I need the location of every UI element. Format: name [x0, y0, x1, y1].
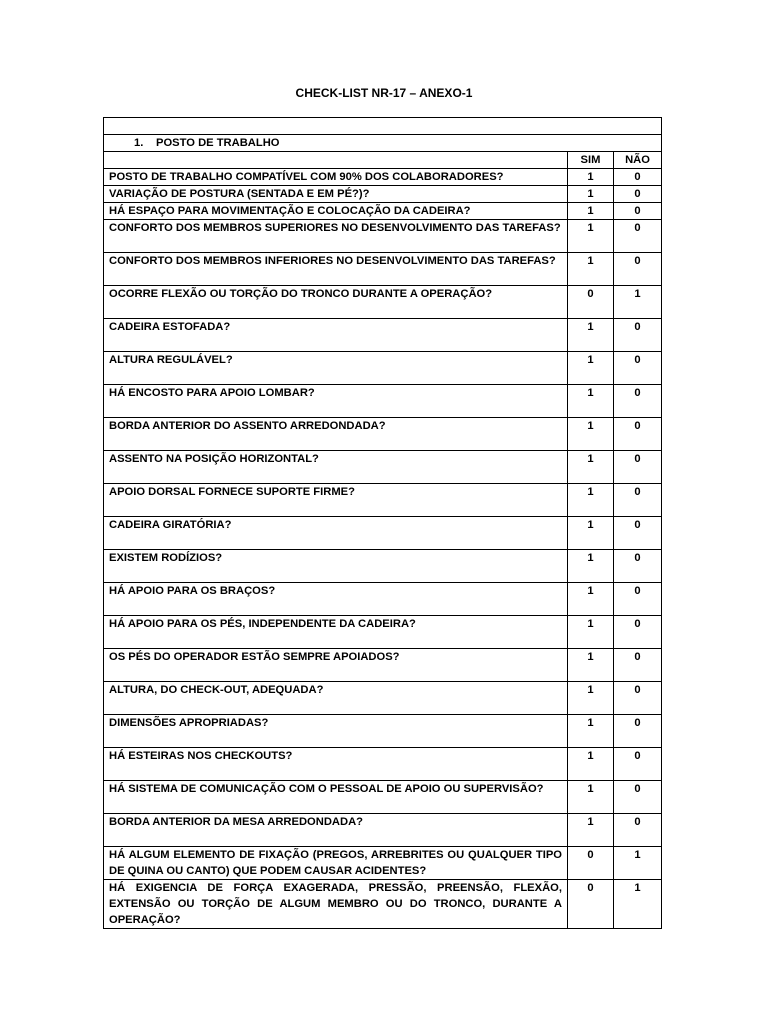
question-cell: HÁ ESTEIRAS NOS CHECKOUTS? [104, 748, 568, 781]
nao-cell: 0 [614, 203, 662, 220]
question-cell: CONFORTO DOS MEMBROS INFERIORES NO DESENVOLVIMENTO DAS TAREFAS? [104, 253, 568, 286]
checklist-row [104, 781, 662, 814]
nao-cell: 0 [614, 748, 662, 781]
question-cell: EXISTEM RODÍZIOS? [104, 550, 568, 583]
sim-cell: 0 [568, 847, 614, 880]
checklist-row [104, 451, 662, 484]
question-cell: CADEIRA GIRATÓRIA? [104, 517, 568, 550]
checklist-row [104, 169, 662, 186]
checklist-row [104, 286, 662, 319]
nao-cell: 0 [614, 616, 662, 649]
question-cell: HÁ ALGUM ELEMENTO DE FIXAÇÃO (PREGOS, ARREBRITES OU QUALQUER TIPO DE QUINA OU CANTO) QUE PODEM CAUSAR ACIDENTES? [104, 847, 568, 880]
nao-cell: 0 [614, 484, 662, 517]
question-cell: OS PÉS DO OPERADOR ESTÃO SEMPRE APOIADOS? [104, 649, 568, 682]
checklist-row [104, 220, 662, 253]
sim-cell: 1 [568, 781, 614, 814]
sim-cell: 1 [568, 451, 614, 484]
sim-cell: 1 [568, 517, 614, 550]
checklist-row [104, 583, 662, 616]
nao-cell: 0 [614, 186, 662, 203]
section-number: 1. [134, 137, 144, 149]
nao-cell: 0 [614, 319, 662, 352]
checklist-row [104, 186, 662, 203]
column-header-row [104, 152, 662, 169]
question-cell: HÁ ESPAÇO PARA MOVIMENTAÇÃO E COLOCAÇÃO DA CADEIRA? [104, 203, 568, 220]
checklist-row [104, 550, 662, 583]
nao-cell: 0 [614, 451, 662, 484]
sim-cell: 1 [568, 748, 614, 781]
checklist-row [104, 253, 662, 286]
sim-cell: 1 [568, 649, 614, 682]
checklist-row [104, 814, 662, 847]
checklist-row [104, 682, 662, 715]
sim-cell: 1 [568, 169, 614, 186]
question-cell: APOIO DORSAL FORNECE SUPORTE FIRME? [104, 484, 568, 517]
question-cell: BORDA ANTERIOR DO ASSENTO ARREDONDADA? [104, 418, 568, 451]
question-cell: HÁ ENCOSTO PARA APOIO LOMBAR? [104, 385, 568, 418]
checklist-row [104, 616, 662, 649]
sim-cell: 1 [568, 186, 614, 203]
checklist-row [104, 484, 662, 517]
sim-cell: 1 [568, 352, 614, 385]
nao-cell: 0 [614, 418, 662, 451]
question-cell: VARIAÇÃO DE POSTURA (SENTADA E EM PÉ?)? [104, 186, 568, 203]
sim-cell: 1 [568, 203, 614, 220]
checklist-row [104, 715, 662, 748]
sim-cell: 1 [568, 682, 614, 715]
checklist-row [104, 847, 662, 880]
sim-cell: 0 [568, 286, 614, 319]
nao-cell: 0 [614, 352, 662, 385]
nao-cell: 0 [614, 220, 662, 253]
question-cell: CONFORTO DOS MEMBROS SUPERIORES NO DESENVOLVIMENTO DAS TAREFAS? [104, 220, 568, 253]
nao-column-header: NÃO [614, 152, 662, 169]
checklist-row [104, 418, 662, 451]
question-cell: ALTURA REGULÁVEL? [104, 352, 568, 385]
question-cell: DIMENSÕES APROPRIADAS? [104, 715, 568, 748]
question-cell: HÁ SISTEMA DE COMUNICAÇÃO COM O PESSOAL DE APOIO OU SUPERVISÃO? [104, 781, 568, 814]
section-title: POSTO DE TRABALHO [156, 137, 280, 149]
section-header-row [104, 135, 662, 152]
sim-cell: 1 [568, 253, 614, 286]
question-cell: HÁ EXIGENCIA DE FORÇA EXAGERADA, PRESSÃO, PREENSÃO, FLEXÃO, EXTENSÃO OU TORÇÃO DE ALGUM MEMBRO OU DO TRONCO, DURANTE A OPERAÇÃO? [104, 880, 568, 929]
question-cell: CADEIRA ESTOFADA? [104, 319, 568, 352]
question-column-header [104, 152, 568, 169]
sim-cell: 1 [568, 319, 614, 352]
checklist-row [104, 352, 662, 385]
nao-cell: 1 [614, 880, 662, 929]
page-title: CHECK-LIST NR-17 – ANEXO-1 [295, 86, 473, 100]
nao-cell: 0 [614, 517, 662, 550]
nao-cell: 0 [614, 169, 662, 186]
nao-cell: 0 [614, 649, 662, 682]
question-cell: HÁ APOIO PARA OS PÉS, INDEPENDENTE DA CADEIRA? [104, 616, 568, 649]
sim-column-header: SIM [568, 152, 614, 169]
sim-cell: 1 [568, 550, 614, 583]
blank-row [104, 118, 662, 135]
nao-cell: 0 [614, 385, 662, 418]
nao-cell: 0 [614, 781, 662, 814]
checklist-row [104, 517, 662, 550]
nao-cell: 0 [614, 682, 662, 715]
nao-cell: 0 [614, 253, 662, 286]
checklist-row [104, 649, 662, 682]
sim-cell: 0 [568, 880, 614, 929]
question-cell: ALTURA, DO CHECK-OUT, ADEQUADA? [104, 682, 568, 715]
sim-cell: 1 [568, 220, 614, 253]
sim-cell: 1 [568, 616, 614, 649]
sim-cell: 1 [568, 484, 614, 517]
sim-cell: 1 [568, 814, 614, 847]
checklist-table [103, 117, 662, 929]
question-cell: ASSENTO NA POSIÇÃO HORIZONTAL? [104, 451, 568, 484]
nao-cell: 0 [614, 583, 662, 616]
nao-cell: 0 [614, 814, 662, 847]
sim-cell: 1 [568, 385, 614, 418]
checklist-row [104, 319, 662, 352]
nao-cell: 0 [614, 550, 662, 583]
question-cell: POSTO DE TRABALHO COMPATÍVEL COM 90% DOS COLABORADORES? [104, 169, 568, 186]
sim-cell: 1 [568, 418, 614, 451]
sim-cell: 1 [568, 583, 614, 616]
nao-cell: 0 [614, 715, 662, 748]
question-cell: OCORRE FLEXÃO OU TORÇÃO DO TRONCO DURANTE A OPERAÇÃO? [104, 286, 568, 319]
checklist-row [104, 203, 662, 220]
checklist-row [104, 880, 662, 929]
checklist-row [104, 385, 662, 418]
question-cell: BORDA ANTERIOR DA MESA ARREDONDADA? [104, 814, 568, 847]
nao-cell: 1 [614, 847, 662, 880]
checklist-row [104, 748, 662, 781]
nao-cell: 1 [614, 286, 662, 319]
question-cell: HÁ APOIO PARA OS BRAÇOS? [104, 583, 568, 616]
sim-cell: 1 [568, 715, 614, 748]
section-heading [104, 135, 662, 152]
